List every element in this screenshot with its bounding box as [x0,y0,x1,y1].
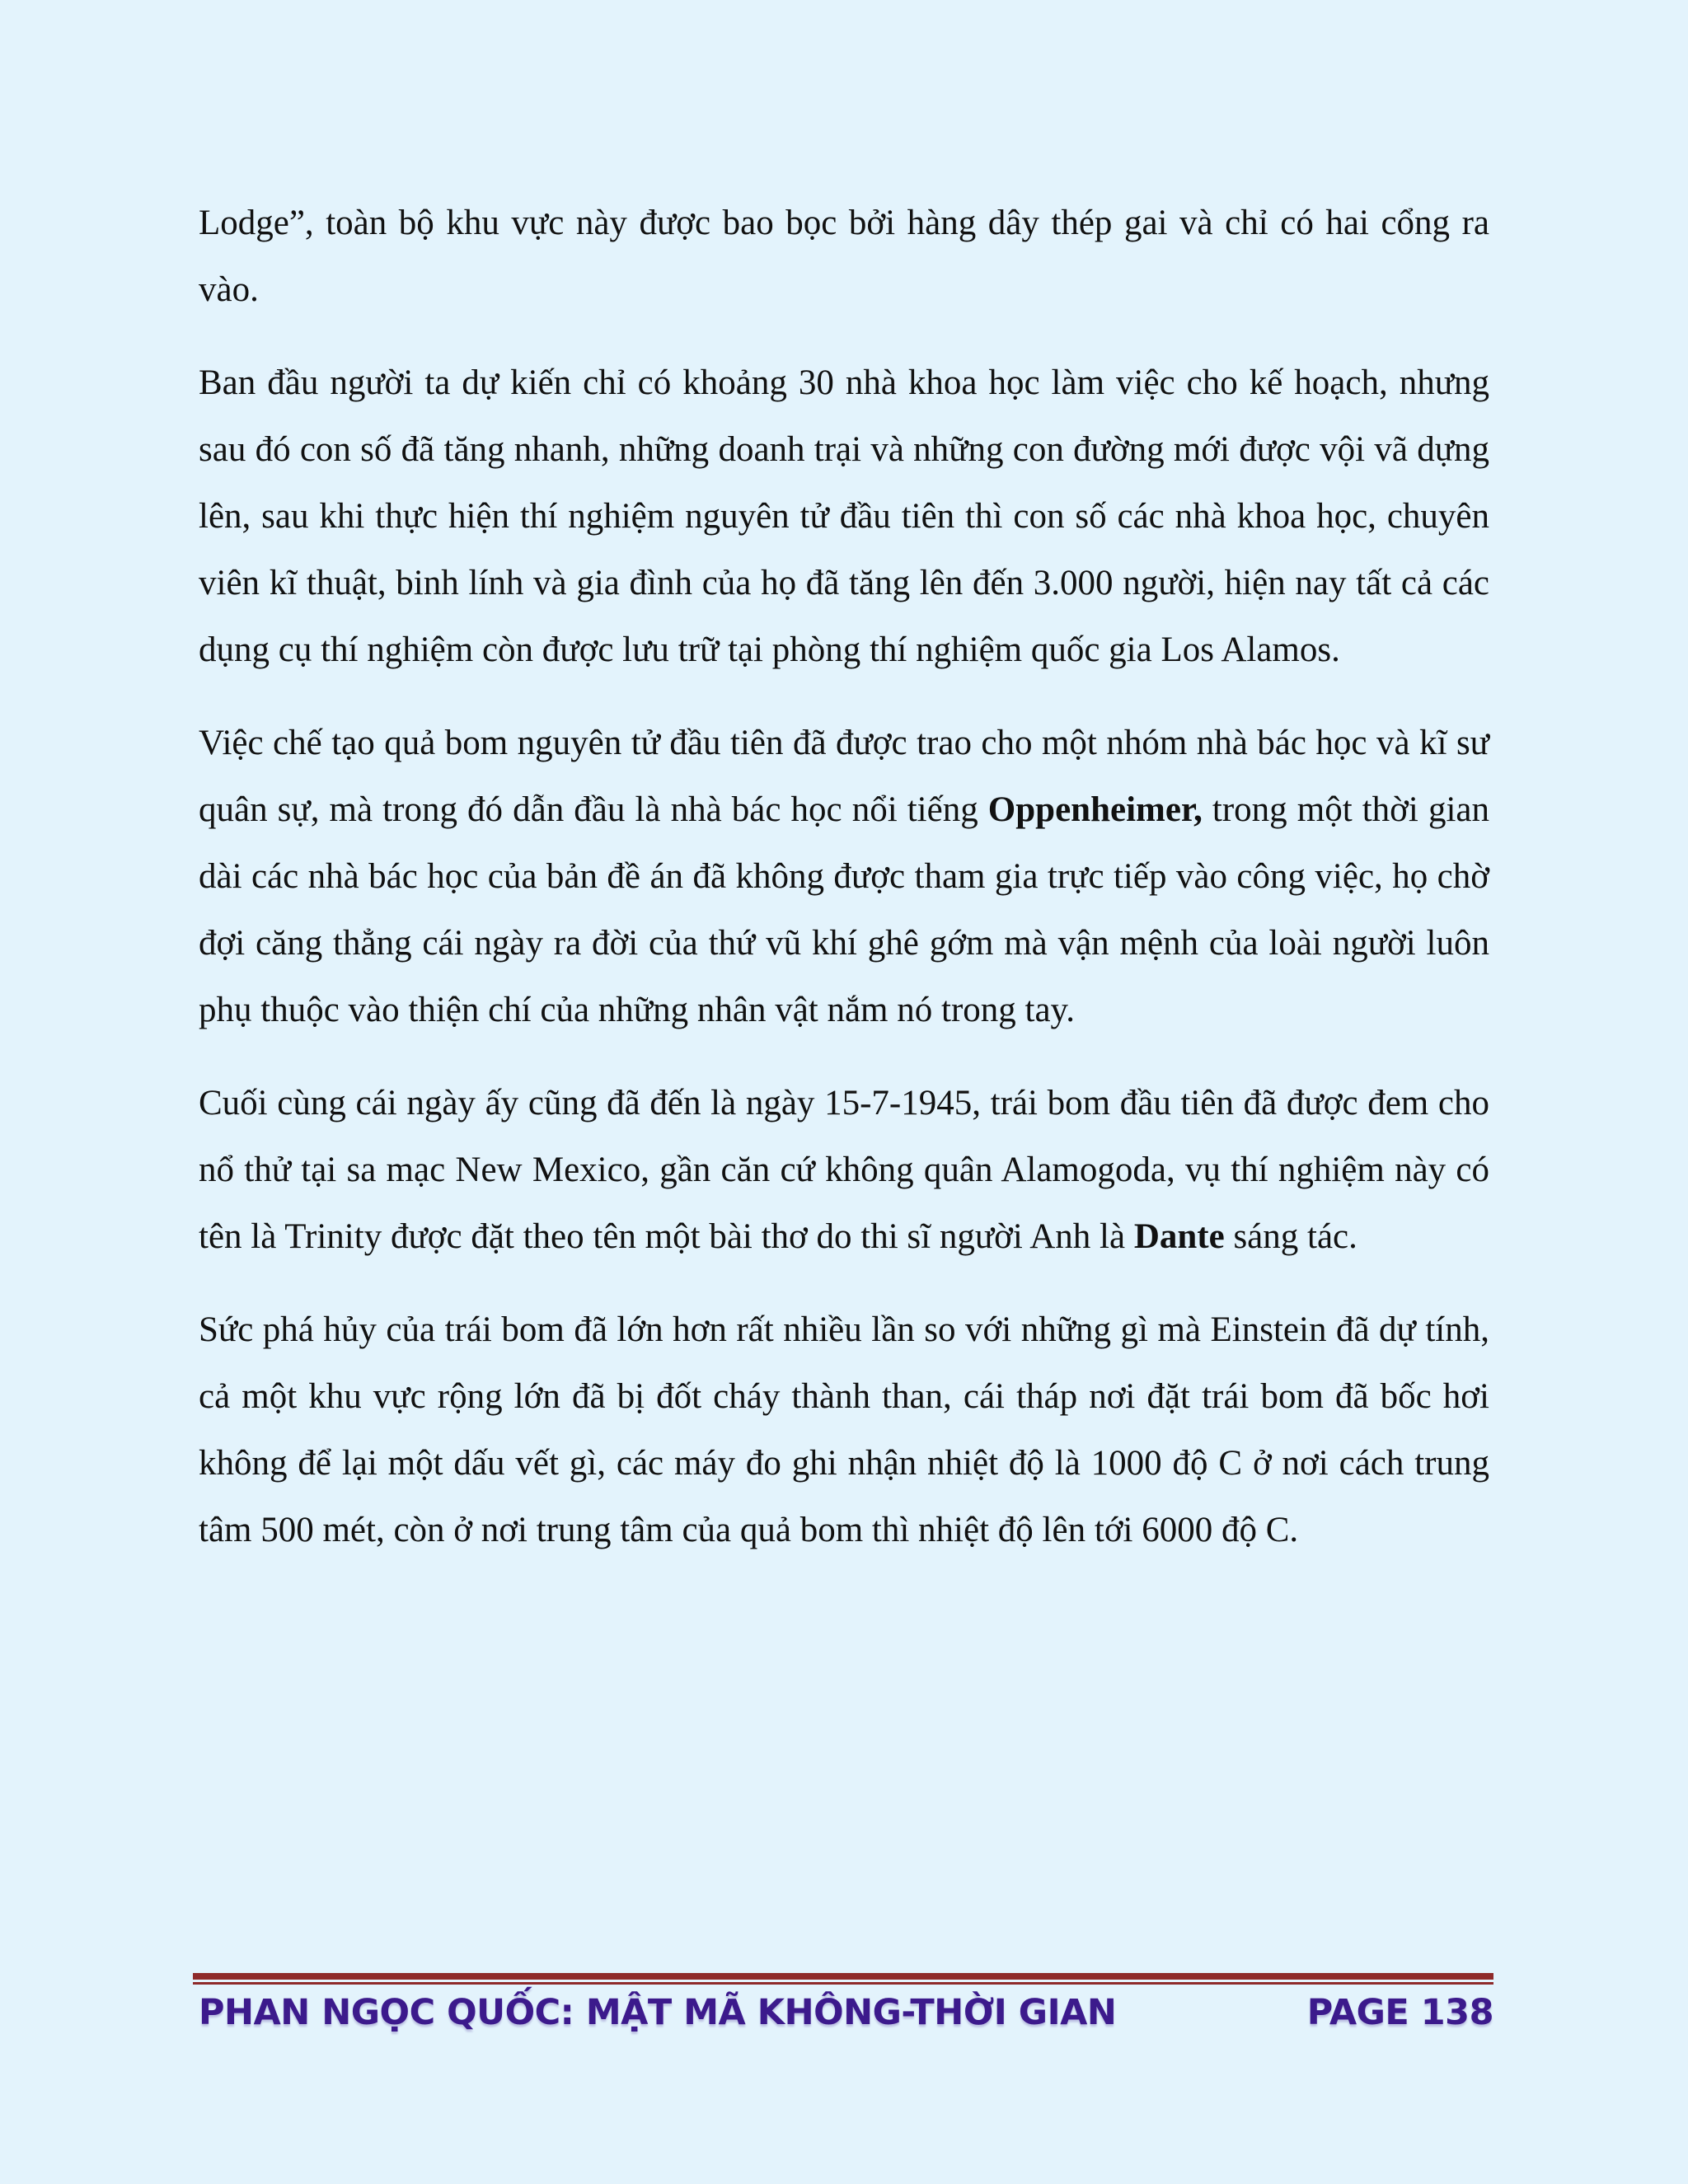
page-number: PAGE 138 [1306,1992,1493,2033]
paragraph-text: Ban đầu người ta dự kiến chỉ có khoảng 30 nhà khoa học làm việc cho kế hoạch, nhưng sau đó con số đã tăng nhanh, những doanh trại và những con đường mới được vội vã dựng lên, sau khi thực hiện thí nghiệm nguyên tử đầu tiên thì con số các nhà khoa học, chuyên viên kĩ thuật, binh lính và gia đình của họ đã tăng lên đến 3.000 người, hiện nay tất cả các dụng cụ thí nghiệm còn được lưu trữ tại phòng thí nghiệm quốc gia Los Alamos. [199,363,1489,669]
footer-title: PHAN NGỌC QUỐC: MẬT MÃ KHÔNG-THỜI GIAN [199,1992,1117,2033]
body-text [199,190,1489,1590]
paragraph [199,710,1489,1043]
paragraph-text: Sức phá hủy của trái bom đã lớn hơn rất nhiều lần so với những gì mà Einstein đã dự tính, cả một khu vực rộng lớn đã bị đốt cháy thành than, cái tháp nơi đặt trái bom đã bốc hơi không để lại một dấu vết gì, các máy đo ghi nhận nhiệt độ là 1000 độ C ở nơi cách trung tâm 500 mét, còn ở nơi trung tâm của quả bom thì nhiệt độ lên tới 6000 độ C. [199,1310,1489,1549]
paragraph-text: Cuối cùng cái ngày ấy cũng đã đến là ngày 15-7-1945, trái bom đầu tiên đã được đem cho nổ thử tại sa mạc New Mexico, gần căn cứ không quân Alamogoda, vụ thí nghiệm này có tên là Trinity được đặt theo tên một bài thơ do thi sĩ người Anh là [199,1084,1489,1256]
paragraph [199,1296,1489,1563]
paragraph [199,190,1489,323]
paragraph-text: sáng tác. [1224,1217,1357,1256]
footer-rule-thick [193,1973,1493,1980]
footer-rule-thin [193,1982,1493,1985]
paragraph [199,349,1489,683]
paragraph-text: Lodge”, toàn bộ khu vực này được bao bọc bởi hàng dây thép gai và chỉ có hai cổng ra vào. [199,204,1489,309]
paragraph-text: trong một thời gian dài các nhà bác học của bản đề án đã không được tham gia trực tiếp vào công việc, họ chờ đợi căng thẳng cái ngày ra đời của thứ vũ khí ghê gớm mà vận mệnh của loài người luôn phụ thuộc vào thiện chí của những nhân vật nắm nó trong tay. [199,790,1489,1029]
footer-rule [193,1973,1493,1985]
bold-name: Oppenheimer, [987,790,1203,829]
bold-name: Dante [1133,1217,1225,1256]
paragraph [199,1070,1489,1270]
paragraph-text: Việc chế tạo quả bom nguyên tử đầu tiên đã được trao cho một nhóm nhà bác học và kĩ sư quân sự, mà trong đó dẫn đầu là nhà bác học nổi tiếng [199,724,1489,829]
